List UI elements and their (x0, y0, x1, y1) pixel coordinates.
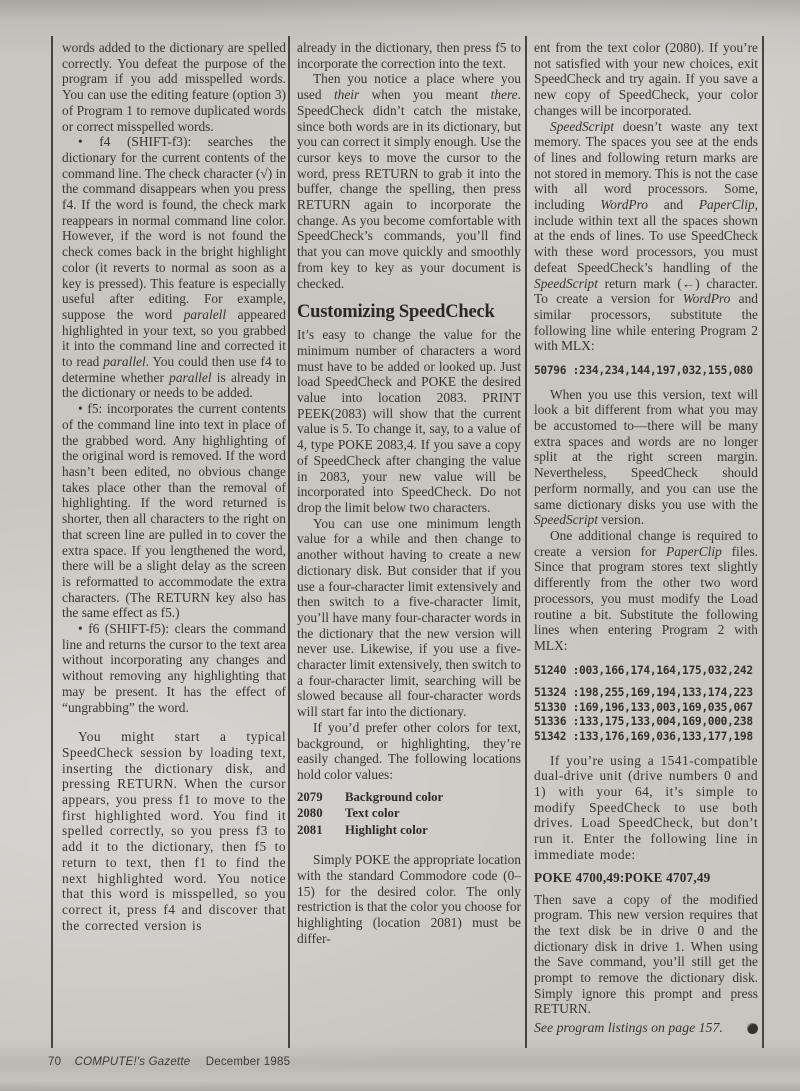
text-run: appeared highlighted in your text, so you grabbed it into the command line and corrected it to read (62, 306, 286, 370)
text-run: already in the dictionary, then press f5 to incorporate the correction into the text. (297, 40, 521, 71)
text-run: and (647, 197, 699, 213)
paragraph (297, 327, 521, 515)
page-number: 70 (48, 1056, 62, 1068)
paragraph (62, 40, 286, 134)
text-run: doesn’t waste any text memory. The spaces you see at the ends of lines and following return marks are not stored in memory. This is not the case with all word processors. Some, including (534, 118, 758, 213)
code-line: 50796 :234,234,144,197,032,155,080 (534, 364, 753, 378)
italic-text: there (490, 87, 518, 103)
text-run: . SpeedCheck didn’t catch the mistake, since both words are in its dictionary, but you can correct it simply enough. Use the cursor keys to move the cursor to the word, press RETURN to grab it into the buffer, change the spelling, then press RETURN again to incorporate the change. As you become comfortable with SpeedCheck’s commands, you’ll find that you can move quickly and smoothly from key to key as your document is checked. (297, 87, 521, 291)
table-row (297, 789, 521, 806)
table-row (297, 805, 521, 822)
paragraph (62, 401, 286, 621)
text-run: When you use this version, text will look a bit different from what you may be accustomed to—there will be many extra spaces and words are no longer split at the right screen margin. Nevertheless, SpeedCheck should perform normally, and you can use the same dictionary disks you use with the (534, 386, 758, 512)
column-rule-2-3 (525, 36, 527, 1048)
paragraph (62, 729, 286, 933)
text-run: • f5: incorporates the current contents of the command line into text in place of the grabbed word. Any highlighting of the original word is removed. If the word hasn’t been edited, no obvious change takes place other than the removal of highlighting. If the word returned is shorter, then all characters to the right on that screen line are pulled in to cover the extra space. If you lengthened the word, there will be a slight delay as the screen is reformatted to accommodate the extra characters. (The RETURN key also has the same effect as f5.) (62, 401, 286, 621)
text-run: If you’d prefer other colors for text, background, or highlighting, they’re easily changed. The following locations hold color values: (297, 719, 521, 782)
end-of-article-icon (747, 1023, 758, 1034)
text-column-1 (62, 40, 286, 933)
text-run: return mark (←) character. To create a version for (534, 275, 758, 307)
memory-location: 2081 (297, 822, 323, 837)
memory-location: 2080 (297, 806, 323, 821)
text-column-3 (534, 40, 758, 1036)
text-run: Then save a copy of the modified program. This new version requires that the text disk be in drive 0 and the dictionary disk in drive 1. When using the Save command, you’ll still get the prompt to remove the dictionary disk. Simply ignore this prompt and press RETURN. (534, 891, 758, 1017)
italic-text: WordPro (600, 197, 648, 213)
text-run: • f4 (SHIFT-f3): searches the dictionary for the current contents of the command line. The check character (√) in the command disappears when you press f4. If the word is found, the check mark reappears in normal command line color. However, if the word is not found the check comes back in the bright highlight color (it reverts to normal as soon as a key is pressed). This feature is especially useful after editing. For example, suppose the word (62, 134, 286, 322)
text-run: version. (597, 512, 645, 528)
text-run: files. Since that program stores text slightly differently from the other two word processors, you must modify the Load routine a bit. Substitute the following lines when entering Program 2 with MLX: (534, 543, 759, 653)
section-heading: Customizing SpeedCheck (297, 302, 495, 323)
paragraph (297, 516, 521, 720)
text-run: • f6 (SHIFT-f5): clears the command line and returns the cursor to the text area without incorporating any changes and without removing any highlighting that may be present. It has the effect of “ungrabbing” the word. (62, 621, 286, 715)
mlx-code-block (534, 686, 758, 744)
italic-text: parallel (169, 369, 212, 385)
text-run: Simply POKE the appropriate location with the standard Commodore code (0–15) for the desired color. The only restriction is that the color you choose for highlighting (location 2081) must be differ- (297, 852, 521, 946)
location-label: Highlight color (345, 822, 428, 837)
page-footer (48, 1056, 290, 1068)
text-column-2 (297, 40, 521, 946)
paragraph (62, 621, 286, 715)
text-run: , include within text all the spaces shown at the ends of lines. To use SpeedCheck with these word processors, you must defeat SpeedCheck’s handling of the (534, 197, 759, 275)
location-label: Text color (345, 806, 400, 821)
issue-date: December 1985 (205, 1056, 291, 1068)
column-rule-1-2 (288, 36, 290, 1048)
italic-text: SpeedScript (534, 512, 598, 528)
paragraph (534, 387, 758, 528)
end-note-text: See program listings on page 157. (534, 1020, 723, 1036)
code-line: 51330 :169,196,133,003,169,035,067 (534, 700, 753, 714)
column-rule-left (51, 36, 53, 1048)
text-run: is already in the dictionary or needs to be added. (62, 369, 286, 401)
paragraph (297, 71, 521, 291)
paragraph (534, 892, 758, 1018)
paragraph (534, 528, 758, 654)
mlx-code-block (534, 364, 758, 379)
italic-text: SpeedScript (534, 275, 598, 291)
italic-text: parallel (103, 354, 146, 370)
code-line: 51342 :133,176,169,036,133,177,198 (534, 729, 753, 743)
paragraph (534, 119, 758, 355)
location-label: Background color (345, 789, 444, 804)
text-run: If you’re using a 1541-compatible dual-drive unit (drive numbers 0 and 1) with your 64, it’s simple to modify SpeedCheck to use both drives. Load SpeedCheck, but don’t run it. Enter the following line in immediate mode: (534, 752, 758, 862)
text-run: and similar processors, substitute the following line while entering Program 2 with MLX: (534, 291, 759, 354)
article-end-note (534, 1020, 758, 1036)
italic-text: their (333, 87, 360, 103)
text-run: You might start a typical SpeedCheck session by loading text, inserting the dictionary disk, and pressing RETURN. When the cursor appears, you press f1 to move to the first highlighted word. You find it spelled correctly, so you press f3 to add it to the dictionary, then f5 to return to text, then f1 to find the next highlighted word. You notice that this word is misspelled, so you correct it, press f4 and discover that the corrected version is (62, 729, 286, 933)
magazine-title: COMPUTE!'s Gazette (74, 1056, 191, 1068)
mlx-code-block (534, 664, 758, 679)
text-run: You can use one minimum length value for a while and then change to another without having to create a new dictionary disk. But consider that if you use a four-character limit extensively and then switch to a five-character limit, you’ll have many four-character words in the dictionary that the new version will never use. Likewise, if you use a five-character limit extensively, then switch to a four-character limit, searching will be slowed because all four-character words will start far into the dictionary. (297, 515, 521, 720)
italic-text: SpeedScript (550, 118, 614, 134)
text-run: One additional change is required to create a version for (534, 527, 758, 559)
code-line: 51240 :003,166,174,164,175,032,242 (534, 663, 753, 677)
memory-location: 2079 (297, 789, 323, 804)
color-locations-table (297, 789, 521, 839)
poke-command-line: POKE 4700,49:POKE 4707,49 (534, 869, 711, 885)
paragraph (534, 753, 758, 863)
text-run: ent from the text color (2080). If you’re not satisfied with your new choices, exit SpeedCheck and try again. If you save a new copy of SpeedCheck, your color changes will be incorporated. (534, 40, 758, 118)
text-run: Then you notice a place where you used (297, 71, 521, 103)
paragraph (62, 134, 286, 401)
table-row (297, 822, 521, 839)
text-run: when you meant (359, 87, 491, 103)
code-line: 51324 :198,255,169,194,133,174,223 (534, 686, 753, 700)
italic-text: PaperClip (698, 197, 755, 213)
code-line: 51336 :133,175,133,004,169,000,238 (534, 715, 753, 729)
italic-text: paralell (183, 306, 227, 322)
column-rule-right (762, 36, 764, 1048)
paragraph (297, 40, 521, 71)
paragraph (534, 40, 758, 119)
paragraph (297, 720, 521, 783)
text-run: words added to the dictionary are spelled correctly. You defeat the purpose of the program if you add misspelled words. You can use the editing feature (option 3) of Program 1 to remove duplicated words or correct misspelled words. (62, 40, 286, 134)
text-run: . You could then use f4 to determine whether (62, 354, 286, 385)
text-run: It’s easy to change the value for the minimum number of characters a word must have to be added or looked up. Just load SpeedCheck and POKE the desired value into location 2083. PRINT PEEK(2083) will show that the current value is 5. To change it, say, to a value of 4, type POKE 2083,4. If you save a copy of SpeedCheck after changing the value in 2083, your new value will be incorporated into SpeedCheck. Do not drop the limit below two characters. (297, 327, 521, 515)
italic-text: PaperClip (666, 543, 722, 559)
paragraph (297, 852, 521, 946)
italic-text: WordPro (682, 291, 731, 307)
